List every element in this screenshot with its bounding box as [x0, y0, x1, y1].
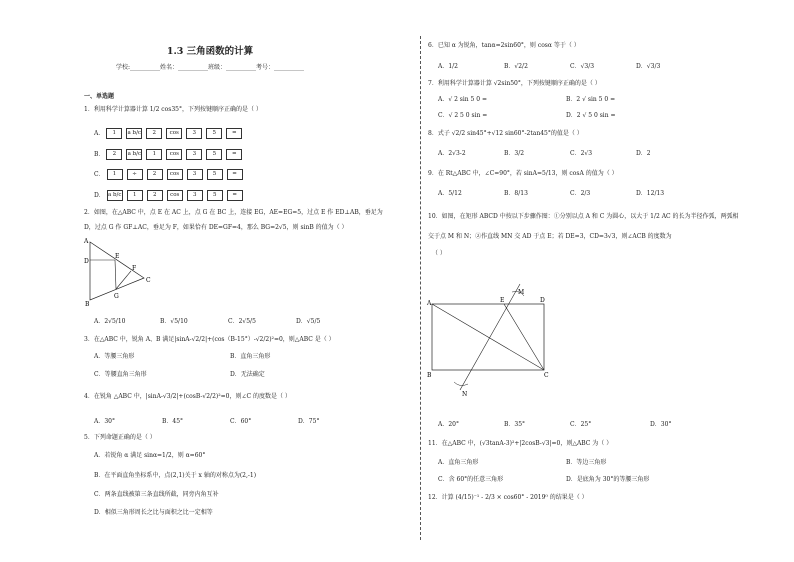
key-button: cos — [166, 149, 182, 160]
key-button: a b/c — [107, 190, 123, 201]
page-title: 1.3 三角函数的计算 — [166, 46, 254, 57]
key-button: cos — [167, 190, 183, 201]
question-10-line-2: 交于点 M 和 N；②作直线 MN 交 AD 于点 E；若 DE=3，CD=3√3，则∠ACB 的度数为 — [428, 233, 672, 240]
q9-option-d[interactable]: D．12/13 — [636, 190, 665, 197]
key-button: 3 — [186, 128, 202, 139]
q3-option-a[interactable]: A．等腰三角形 — [94, 353, 135, 360]
key-button: 2 — [146, 128, 162, 139]
question-4: 4．在锐角 △ABC 中，|sinA-√3/2|+(cosB-√2/2)²=0，则∠C 的度数是（ ） — [84, 393, 291, 400]
q10-option-d[interactable]: D．30° — [650, 421, 672, 428]
key-button: 2 — [147, 169, 163, 180]
q4-option-a[interactable]: A．30° — [94, 418, 115, 425]
q4-option-d[interactable]: D．75° — [298, 418, 320, 425]
q9-option-a[interactable]: A．5/12 — [438, 190, 462, 197]
q6-option-b[interactable]: B．√2/2 — [504, 63, 528, 70]
q3-option-d[interactable]: D．无法确定 — [230, 371, 265, 378]
key-button: 1 — [146, 149, 162, 160]
key-button: a b/c — [126, 149, 142, 160]
key-button: 1 — [106, 128, 122, 139]
segment-ce — [504, 304, 544, 370]
label-c: C — [146, 277, 151, 284]
question-7: 7．利用科学计算器计算 √2sin50°，下列按键顺序正确的是（ ） — [428, 80, 601, 87]
label-a: A — [84, 238, 89, 245]
q11-option-b[interactable]: B．等边三角形 — [566, 459, 607, 466]
question-9: 9．在 Rt△ABC 中，∠C=90°，若 sinA=5/13，则 cosA 的值为（ ） — [428, 170, 618, 177]
q6-option-a[interactable]: A．1/2 — [438, 63, 458, 70]
question-2-line-1: 2．如图，在△ABC 中，点 E 在 AC 上，点 G 在 BC 上，连接 EG，AE=EG=5，过点 E 作 ED⊥AB，垂足为 — [84, 209, 383, 216]
segment-eg — [115, 260, 116, 289]
q1-option-b[interactable]: B． 2 a b/c 1 cos 3 5 = — [94, 149, 246, 160]
q2-option-b[interactable]: B．√5/10 — [160, 318, 188, 325]
label-c: C — [544, 372, 549, 379]
q1-option-a[interactable]: A． 1 a b/c 2 cos 3 5 = — [94, 128, 246, 139]
label-d: D — [540, 297, 545, 304]
key-button: 3 — [187, 190, 203, 201]
key-button: cos — [166, 128, 182, 139]
q5-option-a[interactable]: A．若锐角 α 满足 sinα=1/2，则 α=60° — [94, 452, 206, 459]
q4-option-c[interactable]: C．60° — [230, 418, 252, 425]
key-button: = — [227, 190, 243, 201]
question-8: 8．式子 √2/2 sin45°+√12 sin60°-2tan45°的值是（ ） — [428, 130, 583, 137]
key-button: 1 — [127, 190, 143, 201]
q1-option-d[interactable]: D． a b/c 1 2 cos 3 5 = — [94, 190, 247, 201]
q6-option-d[interactable]: D．√3/3 — [636, 63, 661, 70]
q7-option-b[interactable]: B．2 √ sin 5 0 = — [566, 96, 616, 103]
q10-option-a[interactable]: A．20° — [438, 421, 459, 428]
label-e: E — [115, 253, 120, 260]
q2-option-a[interactable]: A．2√5/10 — [94, 318, 126, 325]
key-button: ÷ — [127, 169, 143, 180]
label-f: F — [132, 265, 137, 272]
label-m: M — [518, 289, 525, 296]
student-info-line: 学校:__________姓名：__________班级：__________考号：__________ — [115, 64, 305, 71]
line-mn — [460, 284, 520, 390]
key-button: = — [227, 169, 243, 180]
key-button: 2 — [106, 149, 122, 160]
question-10-line-1: 10．如图，在矩形 ABCD 中按以下步骤作图：①分别以点 A 和 C 为圆心，以大于 1/2 AC 的长为半径作弧，两弧相 — [428, 213, 739, 220]
key-button: 5 — [207, 169, 223, 180]
q11-option-d[interactable]: D．是底角为 30°的等腰三角形 — [566, 476, 650, 483]
key-button: 1 — [107, 169, 123, 180]
label-b: B — [85, 301, 90, 308]
q8-option-a[interactable]: A．2√3-2 — [438, 150, 466, 157]
q5-option-c[interactable]: C．两条直线被第三条直线所截，同旁内角互补 — [94, 491, 219, 498]
label-n: N — [462, 391, 468, 398]
key-button: = — [226, 128, 242, 139]
question-2-line-2: D，过点 G 作 GF⊥AC，垂足为 F，如果恰有 DE=GF=4，那么 BG=2√5，则 sinB 的值为（ ） — [84, 224, 348, 231]
section-heading: 一、单选题 — [84, 93, 115, 100]
q7-option-c[interactable]: C．√ 2 5 0 sin = — [438, 112, 488, 119]
question-10-line-3: （ ） — [432, 250, 446, 257]
q7-option-d[interactable]: D．2 √ 5 0 sin = — [566, 112, 616, 119]
question-6: 6．已知 α 为锐角，tanα=2sin60°，则 cosα 等于（ ） — [428, 42, 580, 49]
q2-triangle-figure — [82, 236, 162, 308]
q8-option-b[interactable]: B．3/2 — [504, 150, 525, 157]
q4-option-b[interactable]: B．45° — [162, 418, 184, 425]
q5-option-b[interactable]: B．在平面直角坐标系中，点(2,1)关于 x 轴的对称点为(2,-1) — [94, 472, 257, 479]
q10-option-b[interactable]: B．35° — [504, 421, 526, 428]
q2-option-c[interactable]: C．2√5/5 — [228, 318, 256, 325]
label-d: D — [84, 258, 89, 265]
key-button: 5 — [206, 149, 222, 160]
key-button: 5 — [206, 128, 222, 139]
key-button: a b/c — [126, 128, 142, 139]
q9-option-b[interactable]: B．8/13 — [504, 190, 528, 197]
q7-option-a[interactable]: A．√ 2 sin 5 0 = — [438, 96, 488, 103]
key-button: cos — [167, 169, 183, 180]
q6-option-c[interactable]: C．√3/3 — [570, 63, 595, 70]
q3-option-b[interactable]: B．直角三角形 — [230, 353, 271, 360]
key-button: 3 — [187, 169, 203, 180]
key-button: 5 — [207, 190, 223, 201]
q11-option-c[interactable]: C．含 60°的任意三角形 — [438, 476, 504, 483]
q8-option-c[interactable]: C．2√3 — [570, 150, 593, 157]
column-divider — [420, 36, 421, 540]
q9-option-c[interactable]: C．2/3 — [570, 190, 591, 197]
q11-option-a[interactable]: A．直角三角形 — [438, 459, 479, 466]
key-button: 2 — [147, 190, 163, 201]
q3-option-c[interactable]: C．等腰直角三角形 — [94, 371, 147, 378]
arc-n — [454, 382, 468, 386]
diagonal-ac — [432, 304, 544, 370]
question-12: 12．计算 (4/15)⁻¹ - 2/3 × cos60° - 2019⁰ 的结果是（ ） — [428, 494, 588, 501]
question-5: 5．下列命题正确的是（ ） — [84, 434, 156, 441]
label-a: A — [427, 300, 432, 307]
question-11: 11．在△ABC 中，(√3tanA-3)²+|2cosB-√3|=0，则△ABC 为（ ） — [428, 440, 613, 447]
question-1: 1．利用科学计算器计算 1/2 cos35°，下列按键顺序正确的是（ ） — [84, 106, 262, 113]
label-e: E — [500, 297, 505, 304]
label-b: B — [427, 372, 432, 379]
q8-option-d[interactable]: D．2 — [636, 150, 651, 157]
label-g: G — [114, 293, 119, 300]
q2-option-d[interactable]: D．√5/5 — [296, 318, 321, 325]
key-button: 3 — [186, 149, 202, 160]
key-button: = — [226, 149, 242, 160]
q10-option-c[interactable]: C．25° — [570, 421, 592, 428]
q10-rectangle-figure — [424, 278, 554, 398]
q1-option-c[interactable]: C． 1 ÷ 2 cos 3 5 = — [94, 169, 247, 180]
question-3: 3．在△ABC 中，锐角 A、B 满足|sinA-√2/2|+(cos（B-15°）-√2/2)²=0，则△ABC 是（ ） — [84, 336, 335, 343]
q5-option-d[interactable]: D．相似三角形周长之比与面积之比一定相等 — [94, 509, 213, 516]
